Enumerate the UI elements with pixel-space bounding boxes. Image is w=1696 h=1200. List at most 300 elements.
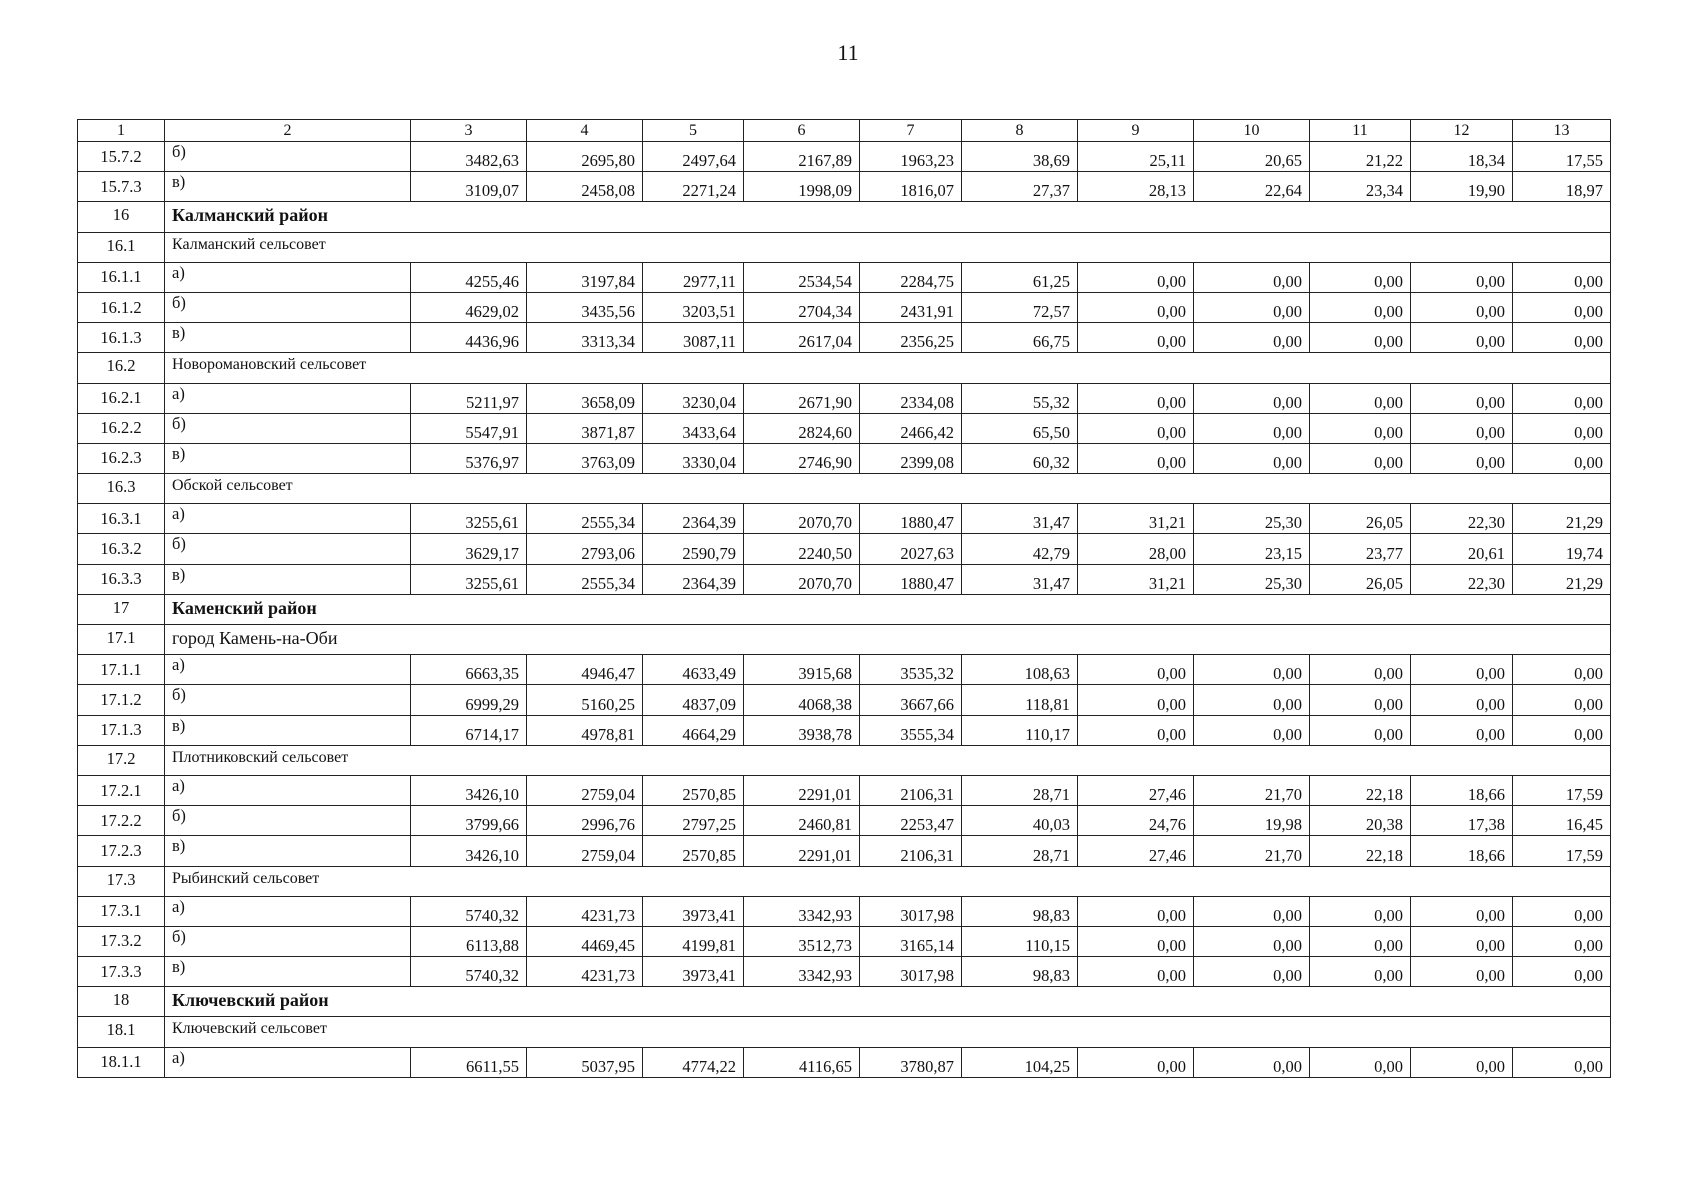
value-cell: 0,00: [1310, 896, 1411, 926]
value-cell: 3871,87: [527, 413, 643, 443]
row-code: 16.1.2: [78, 292, 165, 322]
value-cell: 19,74: [1513, 534, 1611, 564]
value-cell: 25,30: [1194, 564, 1310, 594]
value-cell: 21,29: [1513, 504, 1611, 534]
table-row: [78, 534, 1611, 564]
value-cell: 98,83: [962, 896, 1078, 926]
row-label: а): [165, 504, 411, 534]
value-cell: 0,00: [1194, 413, 1310, 443]
value-cell: 0,00: [1078, 957, 1194, 987]
table-row: [78, 564, 1611, 594]
value-cell: 0,00: [1078, 383, 1194, 413]
table-row: [78, 775, 1611, 805]
row-label: б): [165, 413, 411, 443]
value-cell: 72,57: [962, 292, 1078, 322]
column-number: 8: [962, 120, 1078, 142]
table-row: [78, 715, 1611, 745]
tariff-table: [77, 119, 1611, 1078]
value-cell: 0,00: [1411, 685, 1513, 715]
value-cell: 2570,85: [643, 775, 744, 805]
value-cell: 0,00: [1513, 262, 1611, 292]
value-cell: 2106,31: [860, 775, 962, 805]
district-heading-row: [78, 594, 1611, 624]
row-code: 17.2.1: [78, 775, 165, 805]
value-cell: 0,00: [1411, 323, 1513, 353]
value-cell: 2746,90: [744, 443, 860, 473]
value-cell: 2070,70: [744, 564, 860, 594]
row-code: 16.3.2: [78, 534, 165, 564]
value-cell: 55,32: [962, 383, 1078, 413]
value-cell: 0,00: [1078, 926, 1194, 956]
value-cell: 2617,04: [744, 323, 860, 353]
council-title: Плотниковский сельсовет: [165, 745, 1611, 775]
value-cell: 3017,98: [860, 957, 962, 987]
table-row: [78, 292, 1611, 322]
value-cell: 31,21: [1078, 564, 1194, 594]
row-code: 18.1.1: [78, 1047, 165, 1077]
value-cell: 26,05: [1310, 564, 1411, 594]
value-cell: 3330,04: [643, 443, 744, 473]
value-cell: 0,00: [1194, 685, 1310, 715]
section-code: 16: [78, 202, 165, 232]
value-cell: 3426,10: [411, 775, 527, 805]
value-cell: 2466,42: [860, 413, 962, 443]
column-number: 13: [1513, 120, 1611, 142]
value-cell: 20,65: [1194, 142, 1310, 172]
page-number: 11: [837, 40, 859, 65]
value-cell: 3915,68: [744, 655, 860, 685]
value-cell: 0,00: [1078, 896, 1194, 926]
table-row: [78, 323, 1611, 353]
value-cell: 22,30: [1411, 564, 1513, 594]
value-cell: 0,00: [1194, 383, 1310, 413]
value-cell: 3780,87: [860, 1047, 962, 1077]
value-cell: 6663,35: [411, 655, 527, 685]
value-cell: 5740,32: [411, 957, 527, 987]
column-number: 12: [1411, 120, 1513, 142]
value-cell: 22,30: [1411, 504, 1513, 534]
value-cell: 0,00: [1411, 262, 1513, 292]
value-cell: 0,00: [1078, 323, 1194, 353]
value-cell: 28,00: [1078, 534, 1194, 564]
table-row: [78, 262, 1611, 292]
value-cell: 1963,23: [860, 142, 962, 172]
value-cell: 0,00: [1078, 443, 1194, 473]
value-cell: 0,00: [1310, 1047, 1411, 1077]
value-cell: 27,37: [962, 172, 1078, 202]
value-cell: 0,00: [1310, 685, 1411, 715]
value-cell: 3799,66: [411, 806, 527, 836]
value-cell: 38,69: [962, 142, 1078, 172]
value-cell: 4946,47: [527, 655, 643, 685]
value-cell: 65,50: [962, 413, 1078, 443]
section-code: 17.3: [78, 866, 165, 896]
value-cell: 4633,49: [643, 655, 744, 685]
value-cell: 2759,04: [527, 836, 643, 866]
value-cell: 3973,41: [643, 957, 744, 987]
column-number: 2: [165, 120, 411, 142]
value-cell: 23,34: [1310, 172, 1411, 202]
value-cell: 42,79: [962, 534, 1078, 564]
value-cell: 1816,07: [860, 172, 962, 202]
section-code: 17: [78, 594, 165, 624]
table-row: [78, 172, 1611, 202]
value-cell: 4068,38: [744, 685, 860, 715]
value-cell: 4469,45: [527, 926, 643, 956]
value-cell: 0,00: [1194, 443, 1310, 473]
value-cell: 21,70: [1194, 775, 1310, 805]
value-cell: 21,22: [1310, 142, 1411, 172]
value-cell: 2458,08: [527, 172, 643, 202]
value-cell: 0,00: [1513, 957, 1611, 987]
value-cell: 4774,22: [643, 1047, 744, 1077]
value-cell: 21,70: [1194, 836, 1310, 866]
value-cell: 2695,80: [527, 142, 643, 172]
value-cell: 0,00: [1078, 655, 1194, 685]
value-cell: 4837,09: [643, 685, 744, 715]
value-cell: 3342,93: [744, 896, 860, 926]
row-code: 17.3.1: [78, 896, 165, 926]
column-number-row: [78, 120, 1611, 142]
section-code: 18: [78, 987, 165, 1017]
row-code: 17.1.1: [78, 655, 165, 685]
value-cell: 2070,70: [744, 504, 860, 534]
value-cell: 2824,60: [744, 413, 860, 443]
value-cell: 0,00: [1310, 413, 1411, 443]
value-cell: 0,00: [1078, 413, 1194, 443]
value-cell: 61,25: [962, 262, 1078, 292]
council-title: Ключевский сельсовет: [165, 1017, 1611, 1047]
council-title: Новоромановский сельсовет: [165, 353, 1611, 383]
table-row: [78, 443, 1611, 473]
value-cell: 0,00: [1513, 896, 1611, 926]
council-heading-row: [78, 866, 1611, 896]
column-number: 7: [860, 120, 962, 142]
row-label: в): [165, 836, 411, 866]
value-cell: 19,98: [1194, 806, 1310, 836]
table-row: [78, 383, 1611, 413]
section-code: 16.1: [78, 232, 165, 262]
section-code: 17.2: [78, 745, 165, 775]
row-code: 16.3.3: [78, 564, 165, 594]
value-cell: 2977,11: [643, 262, 744, 292]
value-cell: 40,03: [962, 806, 1078, 836]
value-cell: 2555,34: [527, 564, 643, 594]
value-cell: 66,75: [962, 323, 1078, 353]
council-title: Калманский сельсовет: [165, 232, 1611, 262]
table-row: [78, 957, 1611, 987]
value-cell: 3512,73: [744, 926, 860, 956]
value-cell: 28,71: [962, 836, 1078, 866]
value-cell: 17,59: [1513, 775, 1611, 805]
value-cell: 19,90: [1411, 172, 1513, 202]
council-heading-row: [78, 353, 1611, 383]
value-cell: 0,00: [1411, 896, 1513, 926]
value-cell: 3203,51: [643, 292, 744, 322]
value-cell: 3017,98: [860, 896, 962, 926]
value-cell: 2253,47: [860, 806, 962, 836]
value-cell: 17,55: [1513, 142, 1611, 172]
row-label: б): [165, 926, 411, 956]
value-cell: 3109,07: [411, 172, 527, 202]
value-cell: 4436,96: [411, 323, 527, 353]
value-cell: 0,00: [1078, 715, 1194, 745]
row-code: 16.2.2: [78, 413, 165, 443]
value-cell: 2027,63: [860, 534, 962, 564]
row-label: а): [165, 262, 411, 292]
value-cell: 2106,31: [860, 836, 962, 866]
value-cell: 3313,34: [527, 323, 643, 353]
value-cell: 25,30: [1194, 504, 1310, 534]
value-cell: 2996,76: [527, 806, 643, 836]
value-cell: 23,15: [1194, 534, 1310, 564]
value-cell: 0,00: [1078, 1047, 1194, 1077]
value-cell: 16,45: [1513, 806, 1611, 836]
value-cell: 3763,09: [527, 443, 643, 473]
value-cell: 3435,56: [527, 292, 643, 322]
row-label: б): [165, 806, 411, 836]
value-cell: 4231,73: [527, 957, 643, 987]
value-cell: 1880,47: [860, 504, 962, 534]
value-cell: 0,00: [1513, 323, 1611, 353]
row-label: а): [165, 896, 411, 926]
table-row: [78, 806, 1611, 836]
value-cell: 0,00: [1194, 926, 1310, 956]
row-label: б): [165, 292, 411, 322]
value-cell: 0,00: [1194, 1047, 1310, 1077]
value-cell: 18,66: [1411, 836, 1513, 866]
value-cell: 0,00: [1310, 926, 1411, 956]
value-cell: 2590,79: [643, 534, 744, 564]
value-cell: 31,47: [962, 504, 1078, 534]
value-cell: 2364,39: [643, 504, 744, 534]
value-cell: 6714,17: [411, 715, 527, 745]
council-heading-row: [78, 1017, 1611, 1047]
value-cell: 0,00: [1310, 262, 1411, 292]
value-cell: 60,32: [962, 443, 1078, 473]
district-title: Калманский район: [165, 202, 1611, 232]
value-cell: 3426,10: [411, 836, 527, 866]
value-cell: 3165,14: [860, 926, 962, 956]
value-cell: 3938,78: [744, 715, 860, 745]
value-cell: 3555,34: [860, 715, 962, 745]
value-cell: 1998,09: [744, 172, 860, 202]
value-cell: 3087,11: [643, 323, 744, 353]
table-row: [78, 836, 1611, 866]
value-cell: 0,00: [1411, 443, 1513, 473]
value-cell: 2497,64: [643, 142, 744, 172]
value-cell: 2240,50: [744, 534, 860, 564]
section-code: 16.2: [78, 353, 165, 383]
value-cell: 2291,01: [744, 775, 860, 805]
row-code: 17.3.3: [78, 957, 165, 987]
section-code: 16.3: [78, 474, 165, 504]
value-cell: 4629,02: [411, 292, 527, 322]
value-cell: 2399,08: [860, 443, 962, 473]
value-cell: 2797,25: [643, 806, 744, 836]
value-cell: 3230,04: [643, 383, 744, 413]
value-cell: 3482,63: [411, 142, 527, 172]
section-code: 18.1: [78, 1017, 165, 1047]
council-heading-row: [78, 625, 1611, 655]
value-cell: 28,13: [1078, 172, 1194, 202]
value-cell: 0,00: [1194, 655, 1310, 685]
value-cell: 4199,81: [643, 926, 744, 956]
value-cell: 0,00: [1513, 655, 1611, 685]
value-cell: 0,00: [1310, 383, 1411, 413]
value-cell: 2291,01: [744, 836, 860, 866]
value-cell: 6999,29: [411, 685, 527, 715]
value-cell: 4255,46: [411, 262, 527, 292]
value-cell: 0,00: [1411, 383, 1513, 413]
value-cell: 3658,09: [527, 383, 643, 413]
row-code: 16.2.3: [78, 443, 165, 473]
value-cell: 0,00: [1411, 292, 1513, 322]
value-cell: 118,81: [962, 685, 1078, 715]
value-cell: 0,00: [1513, 413, 1611, 443]
value-cell: 2793,06: [527, 534, 643, 564]
value-cell: 5160,25: [527, 685, 643, 715]
row-code: 17.3.2: [78, 926, 165, 956]
value-cell: 1880,47: [860, 564, 962, 594]
value-cell: 104,25: [962, 1047, 1078, 1077]
table-row: [78, 1047, 1611, 1077]
value-cell: 22,18: [1310, 836, 1411, 866]
column-number: 10: [1194, 120, 1310, 142]
value-cell: 0,00: [1194, 292, 1310, 322]
district-heading-row: [78, 987, 1611, 1017]
value-cell: 0,00: [1513, 443, 1611, 473]
row-label: а): [165, 1047, 411, 1077]
value-cell: 0,00: [1078, 292, 1194, 322]
row-code: 17.2.2: [78, 806, 165, 836]
row-label: в): [165, 957, 411, 987]
value-cell: 22,64: [1194, 172, 1310, 202]
value-cell: 0,00: [1310, 655, 1411, 685]
table-row: [78, 142, 1611, 172]
value-cell: 0,00: [1310, 443, 1411, 473]
value-cell: 3255,61: [411, 564, 527, 594]
section-code: 17.1: [78, 625, 165, 655]
value-cell: 98,83: [962, 957, 1078, 987]
value-cell: 0,00: [1078, 262, 1194, 292]
council-heading-row: [78, 232, 1611, 262]
value-cell: 2364,39: [643, 564, 744, 594]
value-cell: 0,00: [1310, 957, 1411, 987]
value-cell: 21,29: [1513, 564, 1611, 594]
value-cell: 0,00: [1194, 323, 1310, 353]
column-number: 9: [1078, 120, 1194, 142]
value-cell: 5547,91: [411, 413, 527, 443]
district-heading-row: [78, 202, 1611, 232]
value-cell: 18,34: [1411, 142, 1513, 172]
value-cell: 0,00: [1411, 926, 1513, 956]
value-cell: 3667,66: [860, 685, 962, 715]
value-cell: 27,46: [1078, 775, 1194, 805]
row-code: 16.1.3: [78, 323, 165, 353]
value-cell: 0,00: [1078, 685, 1194, 715]
value-cell: 17,38: [1411, 806, 1513, 836]
value-cell: 2704,34: [744, 292, 860, 322]
value-cell: 0,00: [1411, 413, 1513, 443]
table-row: [78, 926, 1611, 956]
value-cell: 20,61: [1411, 534, 1513, 564]
value-cell: 22,18: [1310, 775, 1411, 805]
value-cell: 0,00: [1513, 292, 1611, 322]
value-cell: 27,46: [1078, 836, 1194, 866]
value-cell: 2534,54: [744, 262, 860, 292]
table-row: [78, 655, 1611, 685]
value-cell: 4664,29: [643, 715, 744, 745]
value-cell: 3197,84: [527, 262, 643, 292]
value-cell: 20,38: [1310, 806, 1411, 836]
value-cell: 28,71: [962, 775, 1078, 805]
value-cell: 3255,61: [411, 504, 527, 534]
value-cell: 0,00: [1310, 323, 1411, 353]
row-label: а): [165, 655, 411, 685]
row-label: в): [165, 323, 411, 353]
value-cell: 5376,97: [411, 443, 527, 473]
value-cell: 3535,32: [860, 655, 962, 685]
value-cell: 2555,34: [527, 504, 643, 534]
table-row: [78, 685, 1611, 715]
district-title: Ключевский район: [165, 987, 1611, 1017]
value-cell: 2356,25: [860, 323, 962, 353]
value-cell: 5740,32: [411, 896, 527, 926]
value-cell: 2460,81: [744, 806, 860, 836]
value-cell: 0,00: [1310, 715, 1411, 745]
value-cell: 31,47: [962, 564, 1078, 594]
row-code: 17.1.3: [78, 715, 165, 745]
row-label: в): [165, 443, 411, 473]
value-cell: 2431,91: [860, 292, 962, 322]
value-cell: 2284,75: [860, 262, 962, 292]
value-cell: 2759,04: [527, 775, 643, 805]
column-number: 3: [411, 120, 527, 142]
value-cell: 18,66: [1411, 775, 1513, 805]
value-cell: 3629,17: [411, 534, 527, 564]
value-cell: 108,63: [962, 655, 1078, 685]
row-label: б): [165, 685, 411, 715]
value-cell: 3342,93: [744, 957, 860, 987]
column-number: 6: [744, 120, 860, 142]
value-cell: 5037,95: [527, 1047, 643, 1077]
row-label: а): [165, 383, 411, 413]
table-row: [78, 896, 1611, 926]
column-number: 1: [78, 120, 165, 142]
value-cell: 6113,88: [411, 926, 527, 956]
value-cell: 23,77: [1310, 534, 1411, 564]
value-cell: 4978,81: [527, 715, 643, 745]
council-title: город Камень-на-Оби: [165, 625, 1611, 655]
column-number: 5: [643, 120, 744, 142]
value-cell: 0,00: [1194, 715, 1310, 745]
row-label: б): [165, 534, 411, 564]
value-cell: 110,15: [962, 926, 1078, 956]
value-cell: 6611,55: [411, 1047, 527, 1077]
row-label: в): [165, 172, 411, 202]
row-code: 16.1.1: [78, 262, 165, 292]
value-cell: 110,17: [962, 715, 1078, 745]
row-label: а): [165, 775, 411, 805]
value-cell: 17,59: [1513, 836, 1611, 866]
value-cell: 24,76: [1078, 806, 1194, 836]
value-cell: 3973,41: [643, 896, 744, 926]
value-cell: 2570,85: [643, 836, 744, 866]
value-cell: 2334,08: [860, 383, 962, 413]
council-title: Рыбинский сельсовет: [165, 866, 1611, 896]
value-cell: 0,00: [1513, 1047, 1611, 1077]
